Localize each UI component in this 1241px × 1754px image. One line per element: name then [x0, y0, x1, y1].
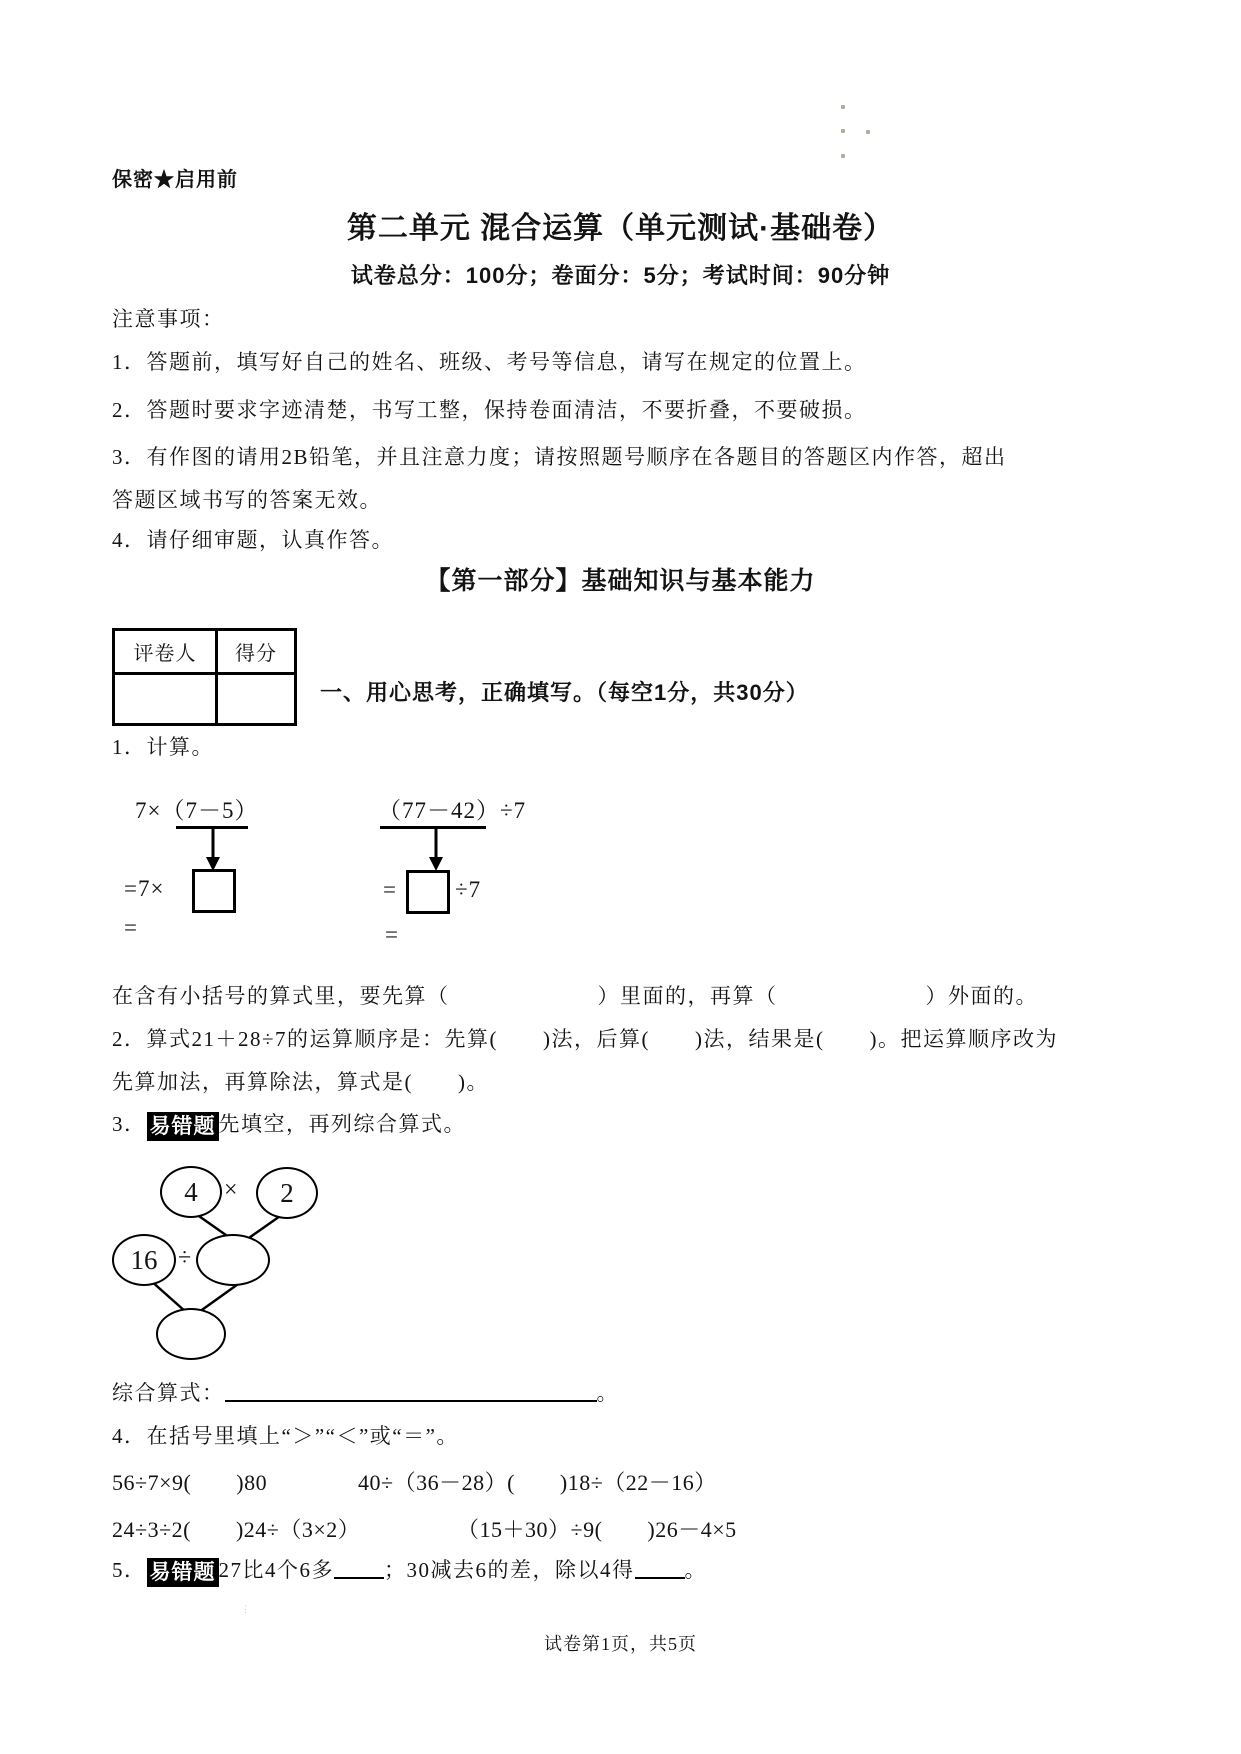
q3-answer-label: 综合算式： [112, 1381, 225, 1405]
scan-artifact [866, 130, 870, 134]
score-table [112, 628, 297, 726]
q1-left-expression: 7×（7－5） [135, 798, 259, 823]
q4-expression: 56÷7×9( )80 [112, 1470, 268, 1495]
q1-note-text: ）外面的。 [925, 984, 1038, 1008]
scan-artifact [841, 129, 845, 133]
q3-answer-line [112, 1377, 619, 1407]
scan-artifact [841, 105, 845, 109]
notice-item: 2．答题时要求字迹清楚，书写工整，保持卷面清洁，不要折叠，不要破损。 [112, 398, 867, 422]
page-footer: 试卷第1页，共5页 [544, 1634, 697, 1654]
arrow-down-icon [203, 829, 223, 871]
scan-artifact: ⋮ [241, 1604, 250, 1614]
score-table-grader-cell [114, 674, 217, 725]
part1-heading: 【第一部分】基础知识与基本能力 [425, 567, 816, 595]
q5-text: ；30减去6的差，除以4得 [384, 1558, 635, 1582]
error-prone-badge: 易错题 [147, 1112, 219, 1141]
q1-right-divisor: ÷7 [455, 877, 482, 902]
q1-right-answer-box [406, 870, 450, 914]
scan-artifact [841, 154, 845, 158]
q3-number: 3． [112, 1112, 147, 1136]
notice-heading: 注意事项： [112, 307, 225, 331]
q1-left-answer-box [192, 869, 236, 913]
tree-node-4: 4 [160, 1166, 222, 1218]
notice-item: 答题区域书写的答案无效。 [112, 488, 382, 512]
q1-label: 1．计算。 [112, 735, 214, 759]
q2-text-line: 先算加法，再算除法，算式是( )。 [112, 1070, 489, 1094]
q5-number: 5． [112, 1558, 147, 1582]
q1-note-text: 在含有小括号的算式里，要先算（ [112, 984, 450, 1008]
arrow-down-icon [426, 829, 446, 871]
q1-right-equals: = [383, 877, 397, 902]
q2-text-line: 2．算式21＋28÷7的运算顺序是：先算( )法，后算( )法，结果是( )。把运算顺序改为 [112, 1027, 1058, 1051]
q1-note [112, 980, 1038, 1010]
score-table-score-cell [217, 674, 296, 725]
exam-score-info: 试卷总分：100分；卷面分：5分；考试时间：90分钟 [350, 263, 891, 288]
notice-item: 3．有作图的请用2B铅笔，并且注意力度；请按照题号顺序在各题目的答题区内作答，超出 [112, 445, 1007, 469]
tree-divide-operator: ÷ [178, 1245, 192, 1271]
score-table-grader-header: 评卷人 [114, 630, 217, 674]
q1-left-final-equals: = [124, 915, 138, 940]
q4-expression: （15＋30）÷9( )26－4×5 [457, 1517, 737, 1542]
exam-title: 第二单元 混合运算（单元测试·基础卷） [346, 212, 895, 245]
q1-note-text: ）里面的，再算（ [597, 984, 778, 1008]
q5-stem [112, 1554, 707, 1587]
q5-text: 。 [684, 1558, 707, 1582]
tree-times-operator: × [224, 1177, 238, 1203]
q3-answer-blank [225, 1380, 597, 1402]
q5-answer-blank [334, 1557, 384, 1579]
q3-text: 先填空，再列综合算式。 [218, 1112, 466, 1136]
q4-expression: 40÷（36－28）( )18÷（22－16） [358, 1470, 717, 1495]
q3-stem [112, 1108, 466, 1141]
q4-stem: 4．在括号里填上“＞”“＜”或“＝”。 [112, 1424, 459, 1448]
notice-item: 4．请仔细审题，认真作答。 [112, 528, 394, 552]
q1-right-final-equals: = [385, 922, 399, 947]
section1-heading: 一、用心思考，正确填写。（每空1分，共30分） [320, 680, 809, 705]
tree-node-2: 2 [256, 1167, 318, 1219]
classification-label: 保密★启用前 [112, 169, 238, 191]
tree-node-16: 16 [112, 1234, 176, 1286]
q4-expression: 24÷3÷2( )24÷（3×2） [112, 1517, 361, 1542]
tree-node-empty-mid [196, 1234, 270, 1286]
q1-right-expression: （77－42）÷7 [378, 798, 527, 823]
q3-answer-end: 。 [596, 1381, 619, 1405]
q5-answer-blank [635, 1557, 685, 1579]
score-table-score-header: 得分 [217, 630, 296, 674]
q1-left-step: =7× [124, 876, 165, 901]
q5-text: 27比4个6多 [218, 1558, 334, 1582]
error-prone-badge: 易错题 [147, 1558, 219, 1587]
notice-item: 1．答题前，填写好自己的姓名、班级、考号等信息，请写在规定的位置上。 [112, 350, 867, 374]
tree-node-empty-bottom [156, 1308, 226, 1360]
